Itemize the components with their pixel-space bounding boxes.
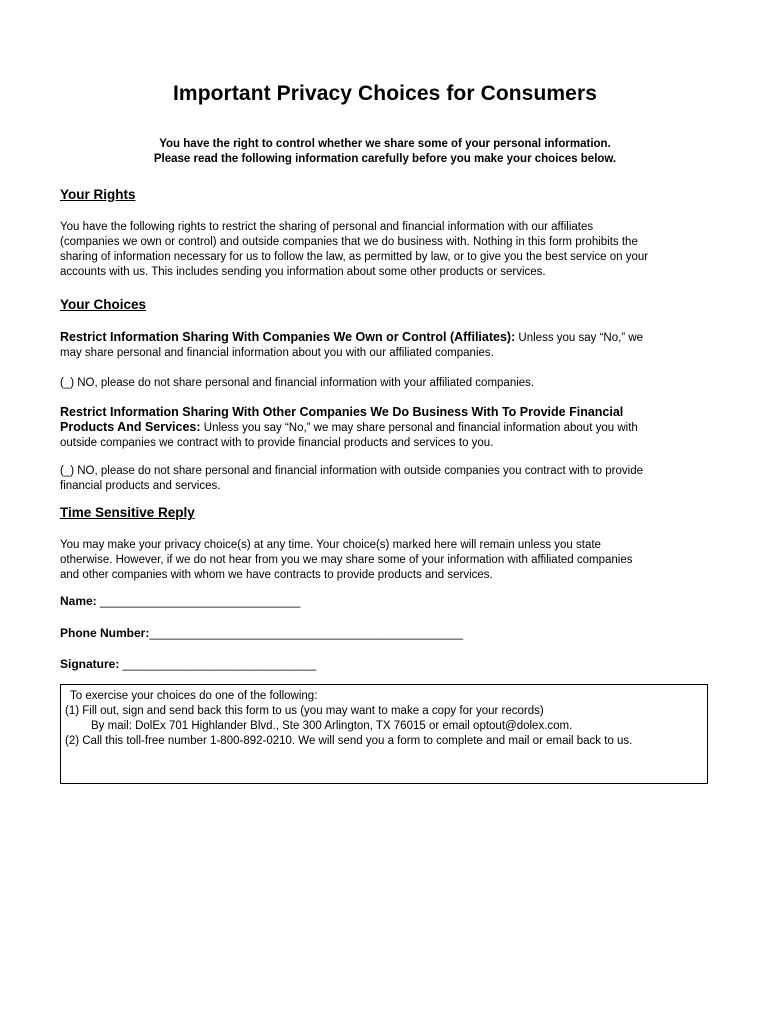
time-line: otherwise. However, if we do not hear from you we may share some of your information with affiliated companies: [60, 554, 633, 566]
rights-line: You have the following rights to restrict the sharing of personal and financial information with our affiliates: [60, 221, 594, 233]
rights-line: sharing of information necessary for us to follow the law, as permitted by law, or to give you the best service on your: [60, 251, 649, 263]
optout-instructions-box: [60, 684, 708, 784]
affiliates-paragraph: [60, 330, 710, 361]
your-rights-heading: Your Rights: [60, 187, 136, 202]
infobox-item-2: (2) Call this toll-free number 1-800-892-0210. We will send you a form to complete and mail or email back to us.: [65, 735, 633, 747]
time-sensitive-paragraph: [60, 538, 710, 583]
time-line: You may make your privacy choice(s) at any time. Your choice(s) marked here will remain unless you state: [60, 539, 601, 551]
infobox-mail-address: By mail: DolEx 701 Highlander Blvd., Ste 300 Arlington, TX 76015 or email optout@dolex.com.: [91, 720, 573, 732]
other-companies-text: Unless you say “No,” we may share personal and financial information about you with: [200, 422, 638, 434]
infobox-intro: To exercise your choices do one of the following:: [70, 690, 318, 702]
intro-notice: [60, 137, 710, 167]
affiliates-text-line-2: may share personal and financial information about you with our affiliated companies.: [60, 347, 494, 359]
signature-blank[interactable]: _____________________________: [119, 657, 317, 671]
other-companies-subhead-2: Products And Services:: [60, 420, 201, 434]
affiliates-text: Unless you say “No,” we: [515, 332, 644, 344]
affiliates-subhead: Restrict Information Sharing With Companies We Own or Control (Affiliates):: [60, 330, 516, 344]
other-companies-subhead: Restrict Information Sharing With Other Companies We Do Business With To Provide Financial: [60, 405, 624, 419]
other-companies-text-line-3: outside companies we contract with to provide financial products and services to you.: [60, 437, 494, 449]
page-title: Important Privacy Choices for Consumers: [172, 82, 597, 105]
other-companies-optout-option[interactable]: (_) NO, please do not share personal and financial information with outside companies you contract with to provide financial products and services.: [60, 465, 643, 492]
name-label: Name:: [60, 594, 97, 608]
signature-label: Signature:: [60, 657, 120, 671]
your-choices-heading: Your Choices: [60, 297, 147, 312]
your-rights-paragraph: [60, 220, 710, 280]
affiliates-optout-option[interactable]: (_) NO, please do not share personal and financial information with your affiliated companies.: [60, 377, 535, 389]
other-companies-paragraph: [60, 405, 710, 451]
intro-line-1: You have the right to control whether we share some of your personal information.: [159, 138, 611, 150]
name-field[interactable]: [60, 594, 300, 608]
intro-line-2: Please read the following information carefully before you make your choices below.: [153, 153, 617, 165]
rights-line: accounts with us. This includes sending you information about some other products or services.: [60, 266, 546, 278]
signature-field[interactable]: [60, 657, 316, 671]
name-blank[interactable]: ______________________________: [96, 594, 301, 608]
infobox-item-1: (1) Fill out, sign and send back this form to us (you may want to make a copy for your records): [65, 705, 544, 717]
phone-field[interactable]: [60, 626, 463, 640]
rights-line: (companies we own or control) and outside companies that we do business with. Nothing in this form prohibits the: [60, 236, 638, 248]
phone-blank[interactable]: _______________________________________________: [149, 626, 464, 640]
time-sensitive-heading: Time Sensitive Reply: [60, 505, 195, 520]
phone-label: Phone Number:: [60, 626, 150, 640]
time-line: and other companies with whom we have contracts to provide products and services.: [60, 569, 493, 581]
